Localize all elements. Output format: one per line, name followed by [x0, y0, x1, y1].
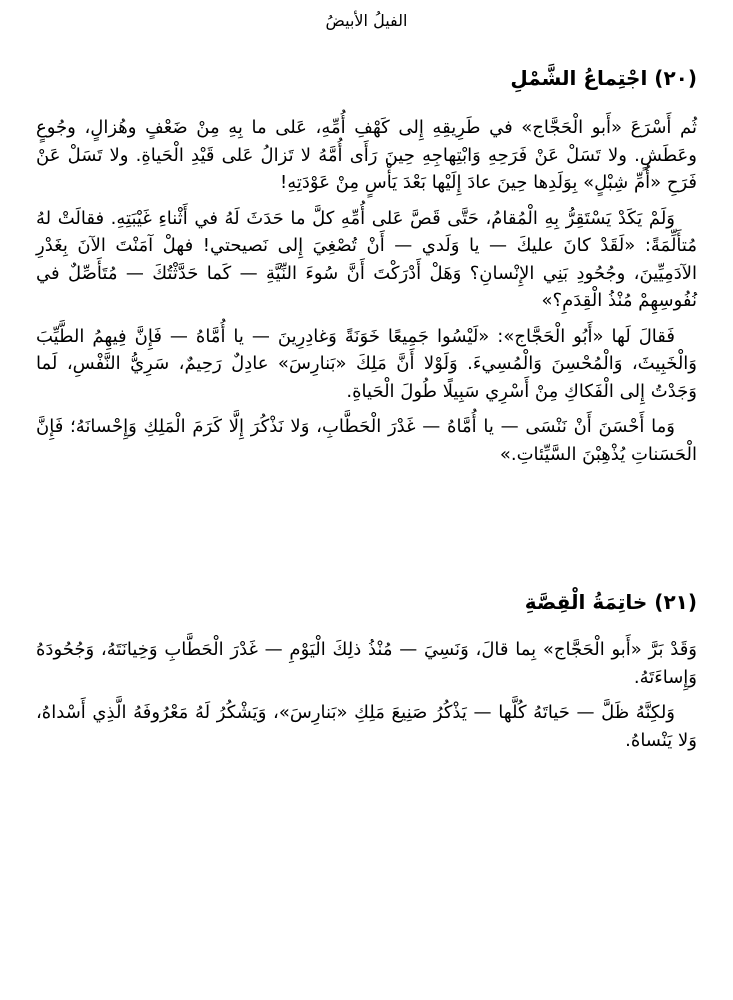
chapter-20-title: (٢٠) اجْتِماعُ الشَّمْلِ — [510, 66, 697, 90]
chapter-20-paragraph-3: فَقالَ لَها «أَبُو الْحَجَّاج»: «لَيْسُوا جَمِيعًا خَوَنَةً وَغادِرِينَ — يا أُمَّاهُ — فَإِنَّ فِيهِمُ الطَّيِّبَ وَالْخَبِيثَ، وَالْمُحْسِنَ وَالْمُسِيءَ. وَلَوْلا أَنَّ مَلِكَ «بَنارِسَ» عادِلٌ رَحِيمٌ، سَرِيُّ النَّفْسِ، لَما وَجَدْتُ إِلى الْفَكاكِ مِنْ أَسْرِي سَبِيلًا طُولَ الْحَياةِ. — [36, 325, 697, 402]
chapter-21-paragraph-2: وَلكِنَّهُ ظَلَّ — حَياتَهُ كُلَّها — يَذْكُرُ صَنِيعَ مَلِكِ «بَنارِسَ»، وَيَشْكُرُ لَهُ مَعْرُوفَهُ الَّذِي أَسْداهُ، وَلا يَنْساهُ. — [36, 702, 697, 751]
chapter-21-body — [36, 636, 697, 762]
chapter-20-paragraph-1: ثُم أَسْرَعَ «أَبو الْحَجَّاج» في طَرِيقِهِ إِلى كَهْفِ أُمِّهِ، عَلى ما بِهِ مِنْ ضَعْفٍ وهُزالٍ، وجُوعٍ وعَطَشٍ. ولا تَسَلْ عَنْ فَرَحِهِ وَابْتِهاجِهِ حِينَ رَأَى أُمَّهُ لا تَزالُ عَلى قَيْدِ الْحَياةِ. ولا تَسَلْ عَنْ فَرَحِ «أُمِّ شِبْلٍ» بِوَلَدِها حِينَ عادَ إِلَيْها بَعْدَ يَأْسٍ مِنْ عَوْدَتِهِ! — [36, 117, 697, 193]
chapter-20-paragraph-4: وَما أَحْسَنَ أَنْ نَنْسَى — يا أُمَّاهُ — غَدْرَ الْحَطَّابِ، وَلا نَذْكُرَ إِلَّا كَرَمَ الْمَلِكِ وَإِحْسانَهُ؛ فَإِنَّ الْحَسَناتِ يُذْهِبْنَ السَّيِّئاتِ.» — [36, 416, 697, 465]
running-head: الفيلُ الأبيضُ — [325, 11, 408, 30]
chapter-20-paragraph-2: وَلَمْ يَكَدْ يَسْتَقِرُّ بِهِ الْمُقامُ، حَتَّى قَصَّ عَلى أُمِّهِ كلَّ ما حَدَثَ لَهُ في أَثْناءِ غَيْبَتِهِ. فقالَتْ لهُ مُتأَلِّمَةً: «لَقَدْ كانَ عليكَ — يا وَلَدي — أَنْ تُصْغِيَ إِلى نَصيحتي! فهلْ آمَنْتَ الآنَ بِغَدْرِ الآدَمِيِّينَ، وجُحُودِ بَنِي الإِنْسانِ؟ وَهَلْ أَدْرَكْتَ أَنَّ سُوءَ النِّيَّةِ — كَما حَدَّثْتُكَ — مُتَأَصِّلٌ في نُفُوسِهِمْ مُنْذُ الْقِدَمِ؟» — [36, 207, 697, 311]
chapter-20-body — [36, 114, 697, 476]
chapter-21-paragraph-1: وَقَدْ بَرَّ «أَبو الْحَجَّاج» بِما قالَ، وَنَسِيَ — مُنْذُ ذلِكَ الْيَوْمِ — غَدْرَ الْحَطَّابِ وَخِيانَتَهُ، وَجُحُودَهُ وَإِساءَتَهُ. — [36, 639, 697, 688]
chapter-21-title: (٢١) خاتِمَةُ الْقِصَّةِ — [524, 590, 697, 614]
